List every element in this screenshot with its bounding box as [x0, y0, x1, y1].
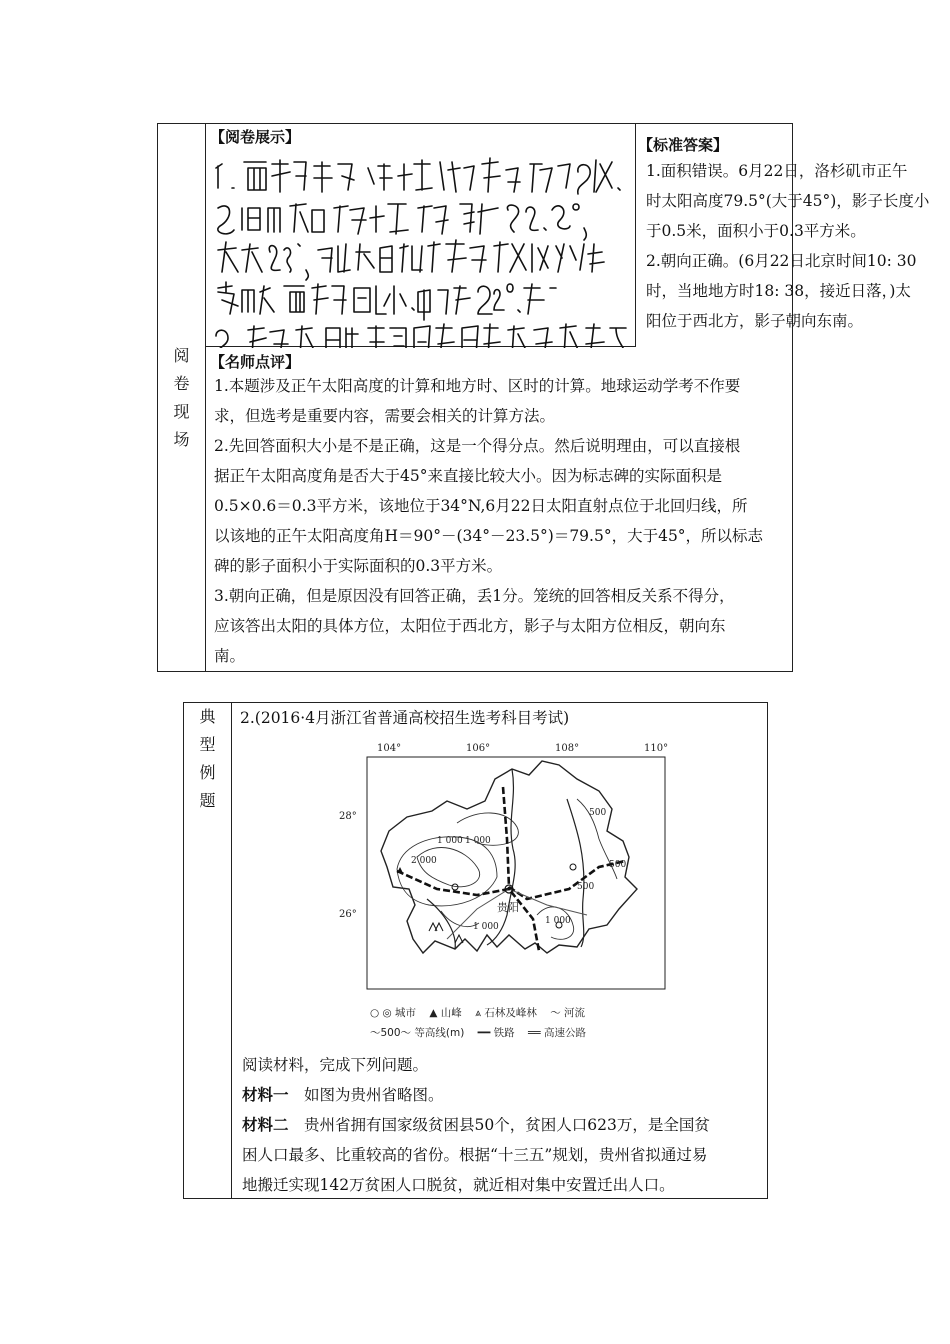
legend-highway: ══ 高速公路 — [527, 1027, 586, 1039]
material-one-text: 如图为贵州省略图。 — [304, 1086, 444, 1104]
comment-line: 应该答出太阳的具体方位，太阳位于西北方，影子与太阳方位相反，朝向东 — [214, 617, 726, 635]
side-label-cell — [158, 124, 206, 671]
review-table — [157, 123, 930, 672]
legend-contour: 〜500〜 等高线(m) — [370, 1027, 465, 1039]
material-two-line: 贵州省拥有国家级贫困县50个，贫困人口623万，是全国贫 — [304, 1116, 710, 1134]
guizhou-map — [337, 739, 717, 1039]
material-two-line: 地搬迁实现142万贫困人口脱贫，就近相对集中安置迁出人口。 — [242, 1176, 675, 1194]
side-char: 型 — [199, 735, 216, 754]
side-char: 典 — [199, 707, 216, 726]
review-header: 【阅卷展示】 — [210, 128, 301, 146]
contour-label: 1 000 — [473, 922, 499, 932]
standard-line: 时太阳高度79.5°(大于45°)，影子长度小 — [646, 192, 930, 210]
side-char: 现 — [173, 402, 190, 421]
comment-line: 3.朝向正确，但是原因没有回答正确，丢1分。笼统的回答相反关系不得分， — [214, 587, 735, 605]
side-char: 例 — [199, 763, 216, 782]
comment-header: 【名师点评】 — [210, 353, 301, 371]
city-label: 贵阳 — [497, 901, 519, 914]
map-legend — [370, 1003, 700, 1043]
side-char: 题 — [199, 791, 216, 810]
guiyang-city-dot — [508, 888, 511, 891]
lon-label: 110° — [644, 743, 669, 754]
comment-line: 求，但选考是重要内容，需要会相关的计算方法。 — [214, 407, 556, 425]
review-display-cell — [206, 124, 636, 347]
contour-label: 500 — [577, 882, 595, 892]
side-label-cell — [184, 703, 232, 1198]
standard-line: 1.面积错误。6月22日，洛杉矶市正午 — [646, 162, 908, 180]
contour-label: 1 000 — [465, 836, 491, 846]
comment-line: 据正午太阳高度角是否大于45°来直接比较大小。因为标志碑的实际面积是 — [214, 467, 722, 485]
lat-label: 28° — [339, 811, 357, 822]
standard-answer-cell — [636, 124, 930, 347]
comment-line: 碑的影子面积小于实际面积的0.3平方米。 — [214, 557, 503, 575]
karst-icon — [429, 923, 443, 931]
contour-label: 1 000 — [545, 916, 571, 926]
comment-line: 南。 — [214, 647, 246, 665]
city-marker — [570, 864, 576, 870]
contour-label: 1 000 — [437, 836, 463, 846]
legend-river: 〜 河流 — [550, 1007, 586, 1019]
standard-line: 时，当地地方时18: 38，接近日落，)太 — [646, 282, 911, 300]
contour-label: 2 000 — [411, 856, 437, 866]
river-line — [487, 769, 515, 945]
side-char: 场 — [173, 430, 190, 449]
standard-line: 于0.5米，面积小于0.3平方米。 — [646, 222, 866, 240]
instruction-text: 阅读材料，完成下列问题。 — [242, 1056, 429, 1074]
lon-label: 104° — [377, 743, 402, 754]
river-line — [427, 899, 455, 949]
comment-line: 0.5×0.6＝0.3平方米，该地位于34°N,6月22日太阳直射点位于北回归线，所 — [214, 497, 748, 515]
contour-label: 500 — [589, 808, 607, 818]
side-char: 卷 — [173, 374, 190, 393]
standard-line: 阳位于西北方，影子朝向东南。 — [646, 312, 864, 330]
comment-line: 1.本题涉及正午太阳高度的计算和地方时、区时的计算。地球运动学考不作要 — [214, 377, 741, 395]
map-frame — [367, 757, 665, 989]
material-two-label: 材料二 — [242, 1116, 289, 1134]
example-table — [183, 702, 768, 1199]
standard-header: 【标准答案】 — [638, 136, 729, 154]
railway-line — [503, 787, 625, 899]
legend-karst: ⩓ 石林及峰林 — [475, 1007, 537, 1019]
legend-peak: ▲ 山峰 — [429, 1007, 462, 1019]
lon-label: 108° — [555, 743, 580, 754]
question-cell — [232, 703, 767, 1198]
teacher-comment-cell — [206, 347, 792, 671]
legend-railway: ━━ 铁路 — [477, 1027, 515, 1039]
standard-line: 2.朝向正确。(6月22日北京时间10: 30 — [646, 252, 917, 270]
material-two-line: 困人口最多、比重较高的省份。根据“十三五”规划，贵州省拟通过易 — [242, 1146, 708, 1164]
lat-label: 26° — [339, 909, 357, 920]
material-one-label: 材料一 — [242, 1086, 289, 1104]
material-two — [242, 1110, 767, 1140]
question-title: 2.(2016·4月浙江省普通高校招生选考科目考试) — [240, 709, 570, 727]
comment-line: 以该地的正午太阳高度角H＝90°－(34°－23.5°)＝79.5°，大于45°，所以标志 — [214, 527, 764, 545]
side-char: 阅 — [173, 346, 190, 365]
lon-label: 106° — [466, 743, 491, 754]
contour-label: 500 — [609, 860, 627, 870]
legend-city: ○ ◎ 城市 — [370, 1007, 416, 1019]
material-one — [242, 1080, 767, 1110]
comment-line: 2.先回答面积大小是不是正确，这是一个得分点。然后说明理由，可以直接根 — [214, 437, 741, 455]
handwritten-answer-image — [208, 148, 633, 348]
contour-line — [417, 848, 480, 887]
